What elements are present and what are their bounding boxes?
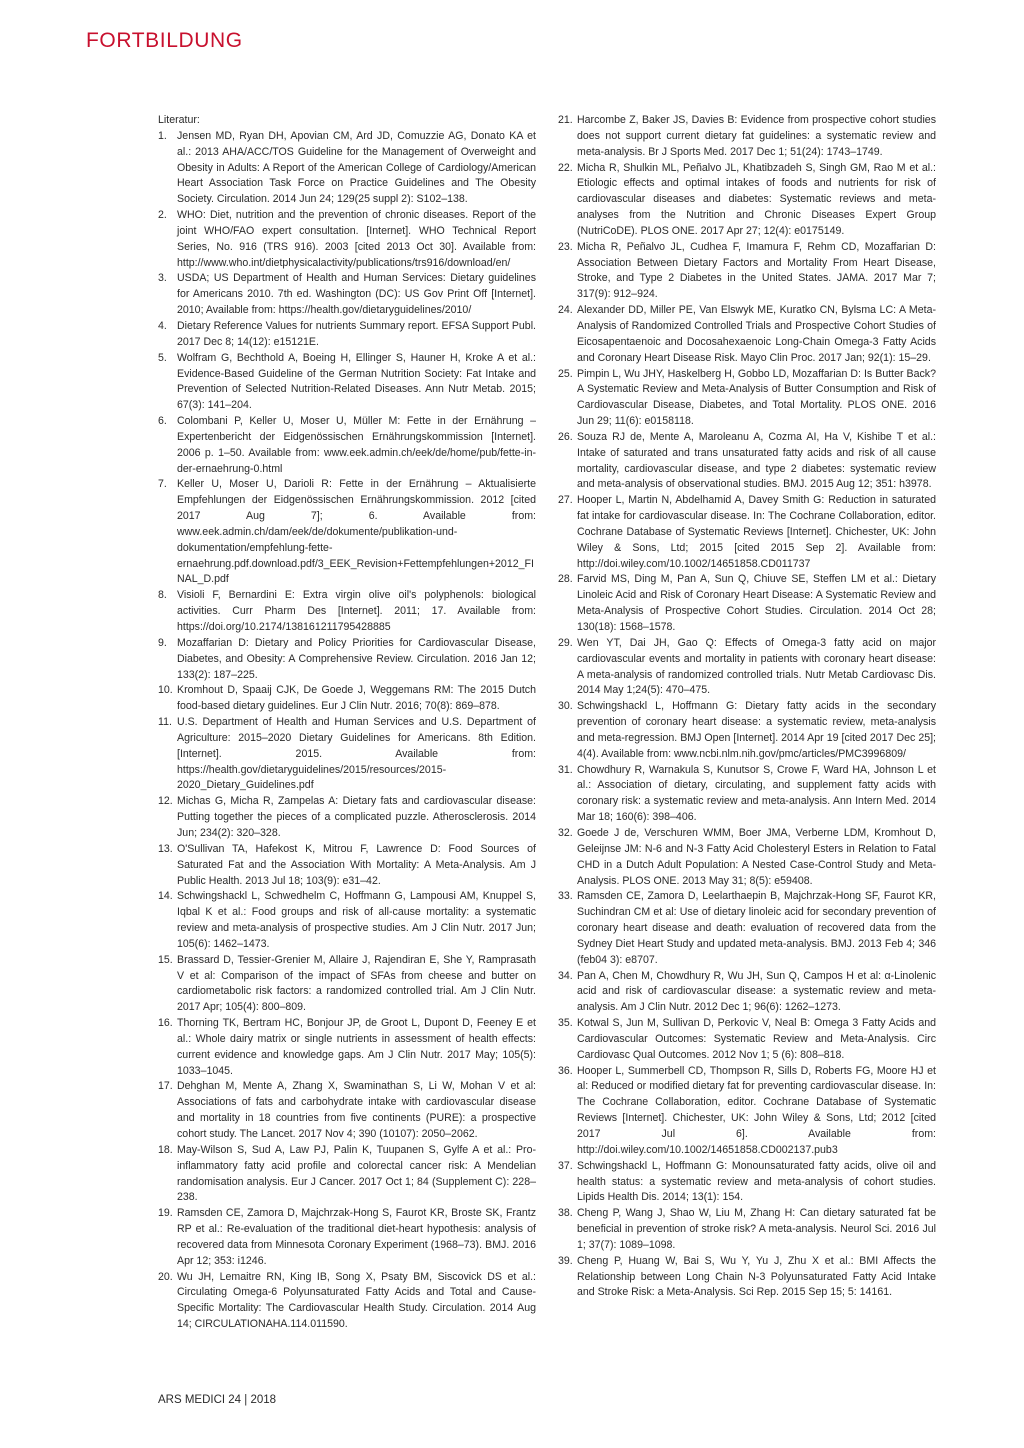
reference-number: 3. bbox=[158, 272, 167, 285]
reference-number: 22. bbox=[558, 161, 573, 174]
reference-number: 1. bbox=[158, 129, 167, 142]
reference-number: 8. bbox=[158, 589, 167, 602]
reference-text: Hooper L, Summerbell CD, Thompson R, Sills D, Roberts FG, Moore HJ et al: Reduced or modified dietary fat for preventing cardiovascular disease. In: The Cochrane Collaboration, editor. Cochrane Database of Systematic Reviews [Internet]. Chichester, UK: John Wiley & Sons, Ltd; 2012 [cited 2017 Jul 6]. Available from: http://doi.wiley.com/10.1002/14651858.CD002137.pub3 bbox=[577, 1064, 936, 1156]
literature-label: Literatur: bbox=[158, 114, 200, 126]
reference-number: 6. bbox=[158, 415, 167, 428]
reference-text: Chowdhury R, Warnakula S, Kunutsor S, Crowe F, Ward HA, Johnson L et al.: Association of dietary, circulating, and supplement fatty acids with coronary risk: a systematic review and meta-analysis. Ann Intern Med. 2014 Mar 18; 160(6): 398–406. bbox=[577, 763, 936, 824]
reference-text: Jensen MD, Ryan DH, Apovian CM, Ard JD, Comuzzie AG, Donato KA et al.: 2013 AHA/ACC/TOS Guideline for the Management of Overweight and Obesity in Adults: A Report of the American College of Cardiology/American Heart Association Task Force on Practice Guidelines and The Obesity Society. Circulation. 2014 Jun 24; 129(25 suppl 2): S102–138. bbox=[177, 129, 536, 206]
reference-number: 4. bbox=[158, 319, 167, 332]
reference-item bbox=[158, 842, 536, 890]
reference-number: 38. bbox=[558, 1207, 573, 1220]
reference-number: 12. bbox=[158, 795, 173, 808]
reference-number: 5. bbox=[158, 351, 167, 364]
reference-text: Dietary Reference Values for nutrients Summary report. EFSA Support Publ. 2017 Dec 8; 14(12): e15121E. bbox=[177, 319, 536, 348]
reference-number: 36. bbox=[558, 1064, 573, 1077]
reference-item bbox=[158, 1206, 536, 1269]
reference-item bbox=[158, 794, 536, 842]
reference-number: 21. bbox=[558, 114, 573, 126]
reference-number: 27. bbox=[558, 494, 573, 507]
reference-number: 26. bbox=[558, 430, 573, 443]
reference-item bbox=[558, 572, 936, 635]
reference-item bbox=[558, 1016, 936, 1064]
section-title: FORTBILDUNG bbox=[86, 29, 243, 52]
reference-item bbox=[558, 113, 936, 161]
reference-text: Dehghan M, Mente A, Zhang X, Swaminathan S, Li W, Mohan V et al: Associations of fats and carbohydrate intake with cardiovascular disease and mortality in 18 countries from five continents (PURE): a prospective cohort study. The Lancet. 2017 Nov 4; 390 (10107): 2050–2062. bbox=[177, 1080, 536, 1140]
reference-text: Ramsden CE, Zamora D, Majchrzak-Hong S, Faurot KR, Broste SK, Frantz RP et al.: Re-evaluation of the traditional diet-heart hypothesis: analysis of recovered data from Minnesota Coronary Experiment (1968–73). BMJ. 2016 Apr 12; 353: i1246. bbox=[177, 1207, 536, 1267]
reference-item bbox=[558, 240, 936, 303]
reference-number: 23. bbox=[558, 240, 573, 253]
reference-number: 17. bbox=[158, 1080, 173, 1093]
reference-text: Wen YT, Dai JH, Gao Q: Effects of Omega-3 fatty acid on major cardiovascular events and mortality in patients with coronary heart disease: A meta-analysis of randomized controlled trials. Nutr Metab Cardiovasc Dis. 2014 May 1;24(5): 470–475. bbox=[577, 636, 936, 697]
reference-item bbox=[158, 1143, 536, 1206]
reference-item bbox=[558, 1159, 936, 1207]
reference-text: U.S. Department of Health and Human Services and U.S. Department of Agriculture: 2015–2020 Dietary Guidelines for Americans. 8th Edition. [Internet]. 2015. Available from: https://health.gov/dietaryguidelines/2015/resources/2015-2020_Dietary_Guidelines.pdf bbox=[177, 716, 536, 792]
reference-number: 10. bbox=[158, 684, 173, 697]
reference-text: Kotwal S, Jun M, Sullivan D, Perkovic V, Neal B: Omega 3 Fatty Acids and Cardiovascular Outcomes: Systematic Review and Meta-Analysis. Circ Cardiovasc Qual Outcomes. 2012 Nov 1; 5 (6): 808–818. bbox=[577, 1017, 936, 1061]
reference-text: Visioli F, Bernardini E: Extra virgin olive oil's polyphenols: biological activities. Curr Pharm Des [Internet]. 2011; 17. Available from: https://doi.org/10.2174/138161211795428885 bbox=[177, 589, 536, 633]
reference-number: 7. bbox=[158, 478, 167, 491]
reference-item bbox=[158, 1079, 536, 1142]
reference-item bbox=[558, 303, 936, 366]
reference-text: Schwingshackl L, Schwedhelm C, Hoffmann G, Lampousi AM, Knuppel S, Iqbal K et al.: Food groups and risk of all-cause mortality: a systematic review and meta-analysis of prospective studies. Am J Clin Nutr. 2017 Jun; 105(6): 1462–1473. bbox=[177, 890, 536, 950]
reference-number: 31. bbox=[558, 763, 573, 776]
reference-text: WHO: Diet, nutrition and the prevention of chronic diseases. Report of the joint WHO/FAO expert consultation. [Internet]. WHO Technical Report Series, No. 916 (TRS 916). 2003 [cited 2013 Oct 30]. Available from: http://www.who.int/dietphysicalactivity/publications/trs916/download/en/ bbox=[177, 209, 536, 269]
reference-number: 11. bbox=[158, 716, 172, 729]
reference-item bbox=[158, 351, 536, 414]
reference-item bbox=[558, 969, 936, 1017]
reference-item bbox=[558, 636, 936, 699]
reference-item bbox=[558, 763, 936, 826]
reference-item bbox=[558, 1064, 936, 1159]
reference-item bbox=[558, 430, 936, 493]
reference-text: Thorning TK, Bertram HC, Bonjour JP, de Groot L, Dupont D, Feeney E et al.: Whole dairy matrix or single nutrients in assessment of health effects: current evidence and knowledge gaps. Am J Clin Nutr. 2017 May; 105(5): 1033–1045. bbox=[177, 1017, 536, 1077]
reference-text: Schwingshackl L, Hoffmann G: Monounsaturated fatty acids, olive oil and health status: a systematic review and meta-analysis of cohort studies. Lipids Health Dis. 2014; 13(1): 154. bbox=[577, 1159, 936, 1204]
reference-item bbox=[158, 715, 536, 794]
reference-text: Cheng P, Huang W, Bai S, Wu Y, Yu J, Zhu X et al.: BMI Affects the Relationship between Long Chain N-3 Polyunsaturated Fatty Acid Intake and Stroke Risk: a Meta-Analysis. Sci Rep. 2015 Sep 15; 5: 14161. bbox=[577, 1254, 936, 1299]
reference-text: Michas G, Micha R, Zampelas A: Dietary fats and cardiovascular disease: Putting together the pieces of a complicated puzzle. Atherosclerosis. 2014 Jun; 234(2): 320–328. bbox=[177, 795, 536, 839]
reference-item bbox=[558, 889, 936, 968]
reference-number: 37. bbox=[558, 1159, 573, 1172]
reference-text: Harcombe Z, Baker JS, Davies B: Evidence from prospective cohort studies does not support current dietary fat guidelines: a systematic review and meta-analysis. Br J Sports Med. 2017 Dec 1; 51(24): 1743–1749. bbox=[577, 114, 936, 158]
reference-number: 30. bbox=[558, 700, 573, 713]
reference-number: 15. bbox=[158, 953, 173, 966]
reference-text: Alexander DD, Miller PE, Van Elswyk ME, Kuratko CN, Bylsma LC: A Meta-Analysis of Randomized Controlled Trials and Prospective Cohort Studies of Eicosapentaenoic and Docosahexaenoic Long-Chain Omega-3 Fatty Acids and Coronary Heart Disease Risk. Mayo Clin Proc. 2017 Jan; 92(1): 15–29. bbox=[577, 304, 936, 364]
reference-text: Wolfram G, Bechthold A, Boeing H, Ellinger S, Hauner H, Kroke A et al.: Evidence-Based Guideline of the German Nutrition Society: Fat Intake and Prevention of Selected Nutrition-Related Diseases. Ann Nutr Metab. 2015; 67(3): 141–204. bbox=[177, 351, 536, 412]
reference-item bbox=[158, 271, 536, 319]
footer-journal-issue: ARS MEDICI 24 | 2018 bbox=[158, 1394, 277, 1406]
reference-item bbox=[558, 367, 936, 430]
references-column-left bbox=[158, 113, 536, 1333]
reference-text: Goede J de, Verschuren WMM, Boer JMA, Verberne LDM, Kromhout D, Geleijnse JM: N-6 and N-3 Fatty Acid Cholesteryl Esters in Relation to Fatal CHD in a Dutch Adult Population: A Nested Case-Control Study and Meta-Analysis. PLOS ONE. 2013 May 31; 8(5): e59408. bbox=[577, 826, 936, 887]
reference-item bbox=[158, 588, 536, 636]
reference-number: 16. bbox=[158, 1017, 173, 1030]
reference-item bbox=[558, 493, 936, 572]
reference-item bbox=[558, 161, 936, 240]
reference-item bbox=[158, 1016, 536, 1079]
reference-item bbox=[158, 1270, 536, 1333]
reference-text: Micha R, Shulkin ML, Peñalvo JL, Khatibzadeh S, Singh GM, Rao M et al.: Etiologic effects and optimal intakes of foods and nutrients for risk of cardiovascular diseases and diabetes: Systematic reviews and meta-analyses from the Nutrition and Chronic Diseases Expert Group (NutriCoDE). PLOS ONE. 2017 Apr 27; 12(4): e0175149. bbox=[577, 161, 936, 237]
reference-item bbox=[158, 683, 536, 715]
reference-number: 19. bbox=[158, 1207, 173, 1220]
reference-list-left bbox=[158, 129, 536, 1333]
reference-number: 18. bbox=[158, 1143, 173, 1156]
reference-item bbox=[158, 953, 536, 1016]
reference-number: 2. bbox=[158, 209, 167, 222]
reference-item bbox=[158, 889, 536, 952]
reference-text: May-Wilson S, Sud A, Law PJ, Palin K, Tuupanen S, Gylfe A et al.: Pro-inflammatory fatty acid profile and colorectal cancer risk: A Mendelian randomisation analysis. Eur J Cancer. 2017 Oct 1; 84 (Supplement C): 228–238. bbox=[177, 1143, 536, 1204]
reference-text: Wu JH, Lemaitre RN, King IB, Song X, Psaty BM, Siscovick DS et al.: Circulating Omega-6 Polyunsaturated Fatty Acids and Total and Cause-Specific Mortality: The Cardiovascular Health Study. Circulation. 2014 Aug 14; CIRCULATIONAHA.114.011590. bbox=[177, 1270, 536, 1331]
reference-text: Mozaffarian D: Dietary and Policy Priorities for Cardiovascular Disease, Diabetes, and Obesity: A Comprehensive Review. Circulation. 2016 Jan 12; 133(2): 187–225. bbox=[177, 636, 536, 681]
reference-number: 29. bbox=[558, 636, 573, 649]
reference-text: Souza RJ de, Mente A, Maroleanu A, Cozma AI, Ha V, Kishibe T et al.: Intake of saturated and trans unsaturated fatty acids and risk of all cause mortality, cardiovascular disease, and type 2 diabetes: systematic review and meta-analysis of observational studies. BMJ. 2015 Aug 12; 351: h3978. bbox=[577, 430, 936, 491]
references-column-right bbox=[558, 113, 936, 1301]
reference-number: 34. bbox=[558, 969, 573, 982]
reference-text: Brassard D, Tessier-Grenier M, Allaire J, Rajendiran E, She Y, Ramprasath V et al: Comparison of the impact of SFAs from cheese and butter on cardiometabolic risk factors: a randomized controlled trial. Am J Clin Nutr. 2017 Apr; 105(4): 800–809. bbox=[177, 953, 536, 1014]
reference-item bbox=[158, 636, 536, 684]
reference-item bbox=[158, 319, 536, 351]
reference-text: Schwingshackl L, Hoffmann G: Dietary fatty acids in the secondary prevention of coronary heart disease: a systematic review, meta-analysis and meta-regression. BMJ Open [Internet]. 2014 Apr 19 [cited 2017 Dec 25]; 4(4). Available from: www.ncbi.nlm.nih.gov/pmc/articles/PMC3996809/ bbox=[577, 700, 936, 760]
reference-item bbox=[158, 414, 536, 477]
reference-text: USDA; US Department of Health and Human Services: Dietary guidelines for Americans 2010. 7th ed. Washington (DC): US Gov Print Off [Internet]. 2010; Available from: https://health.gov/dietaryguidelines/2010/ bbox=[177, 272, 536, 317]
reference-number: 39. bbox=[558, 1254, 573, 1267]
reference-item bbox=[158, 129, 536, 208]
reference-list-right bbox=[558, 113, 936, 1301]
reference-number: 24. bbox=[558, 304, 573, 317]
reference-text: Cheng P, Wang J, Shao W, Liu M, Zhang H: Can dietary saturated fat be beneficial in prevention of stroke risk? A meta-analysis. Neurol Sci. 2016 Jul 1; 37(7): 1089–1098. bbox=[577, 1207, 936, 1251]
reference-text: Farvid MS, Ding M, Pan A, Sun Q, Chiuve SE, Steffen LM et al.: Dietary Linoleic Acid and Risk of Coronary Heart Disease: A Systematic Review and Meta-Analysis of Prospective Cohort Studies. Circulation. 2014 Oct 28; 130(18): 1568–1578. bbox=[577, 573, 936, 633]
reference-text: Colombani P, Keller U, Moser U, Müller M: Fette in der Ernährung – Expertenbericht der Eidgenössischen Ernährungskommission [Internet]. 2006 p. 1–50. Available from: www.eek.admin.ch/eek/de/home/pub/fette-in-der-ernaehrung-0.html bbox=[177, 415, 536, 475]
reference-text: Pimpin L, Wu JHY, Haskelberg H, Gobbo LD, Mozaffarian D: Is Butter Back? A Systematic Review and Meta-Analysis of Butter Consumption and Risk of Cardiovascular Disease, Diabetes, and Total Mortality. PLOS ONE. 2016 Jun 29; 11(6): e0158118. bbox=[577, 367, 936, 428]
reference-number: 20. bbox=[158, 1270, 173, 1283]
reference-item bbox=[158, 477, 536, 588]
reference-number: 14. bbox=[158, 890, 173, 903]
reference-text: Kromhout D, Spaaij CJK, De Goede J, Weggemans RM: The 2015 Dutch food-based dietary guidelines. Eur J Clin Nutr. 2016; 70(8): 869–878. bbox=[177, 684, 536, 713]
reference-text: Ramsden CE, Zamora D, Leelarthaepin B, Majchrzak-Hong SF, Faurot KR, Suchindran CM et al: Use of dietary linoleic acid for secondary prevention of coronary heart disease and death: evaluation of recovered data from the Sydney Diet Heart Study and updated meta-analysis. BMJ. 2013 Feb 4; 346 (feb04 3): e8707. bbox=[577, 890, 936, 966]
reference-number: 33. bbox=[558, 890, 573, 903]
reference-number: 28. bbox=[558, 573, 573, 586]
reference-text: Keller U, Moser U, Darioli R: Fette in der Ernährung – Aktualisierte Empfehlungen der Eidgenössischen Ernährungskommission. 2012 [cited 2017 Aug 7]; 6. Available from: www.eek.admin.ch/dam/eek/de/dokumente/publikation-und-dokumentation/empfehlung-fette-ernaehrung.pdf.download.pdf/3_EEK_Revision+Fettempfehlungen+2012_FINAL_D.pdf bbox=[177, 478, 536, 586]
reference-number: 25. bbox=[558, 367, 573, 380]
reference-number: 13. bbox=[158, 842, 173, 855]
reference-number: 35. bbox=[558, 1017, 573, 1030]
reference-number: 32. bbox=[558, 826, 573, 839]
reference-text: Micha R, Peñalvo JL, Cudhea F, Imamura F, Rehm CD, Mozaffarian D: Association Between Dietary Factors and Mortality From Heart Disease, Stroke, and Type 2 Diabetes in the United States. JAMA. 2017 Mar 7; 317(9): 912–924. bbox=[577, 240, 936, 301]
reference-text: O'Sullivan TA, Hafekost K, Mitrou F, Lawrence D: Food Sources of Saturated Fat and the Association With Mortality: A Meta-Analysis. Am J Public Health. 2013 Jul 18; 103(9): e31–42. bbox=[177, 842, 536, 887]
reference-number: 9. bbox=[158, 636, 167, 649]
reference-text: Hooper L, Martin N, Abdelhamid A, Davey Smith G: Reduction in saturated fat intake for cardiovascular disease. In: The Cochrane Collaboration, editor. Cochrane Database of Systematic Reviews [Internet]. Chichester, UK: John Wiley & Sons, Ltd; 2015 [cited 2015 Sep 2]. Available from: http://doi.wiley.com/10.1002/14651858.CD011737 bbox=[577, 494, 936, 570]
reference-item bbox=[558, 826, 936, 889]
reference-item bbox=[558, 699, 936, 762]
reference-item bbox=[558, 1254, 936, 1302]
reference-item bbox=[158, 208, 536, 271]
reference-item bbox=[558, 1206, 936, 1254]
reference-text: Pan A, Chen M, Chowdhury R, Wu JH, Sun Q, Campos H et al: α-Linolenic acid and risk of cardiovascular disease: a systematic review and meta-analysis. Am J Clin Nutr. 2012 Dec 1; 96(6): 1262–1273. bbox=[577, 969, 936, 1014]
